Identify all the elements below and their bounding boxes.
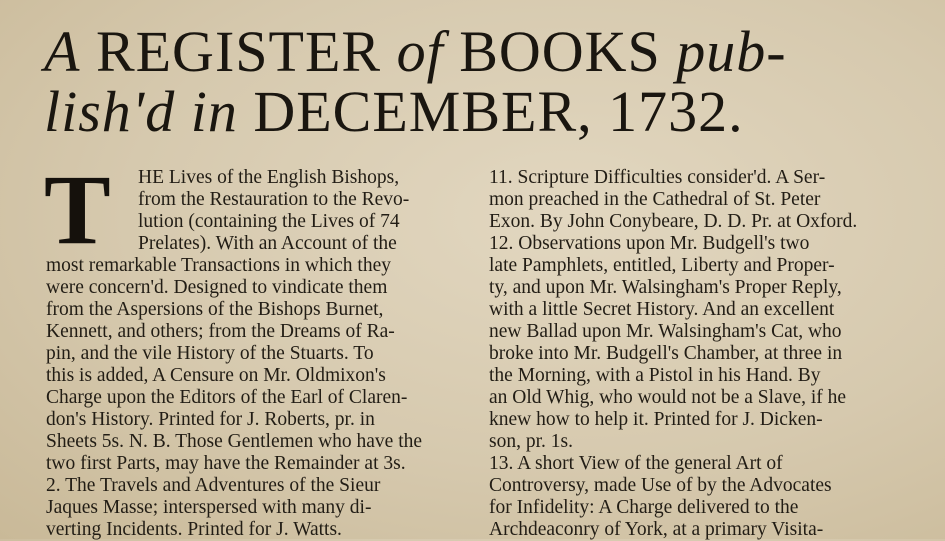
title-word-books: BOOKS	[459, 19, 661, 84]
text-line: lution (containing the Lives of 74	[138, 211, 400, 232]
text-line: late Pamphlets, entitled, Liberty and Proper-	[489, 255, 835, 276]
column-gutter	[476, 160, 477, 539]
text-line: the Morning, with a Pistol in his Hand. By	[489, 365, 821, 386]
text-line: most remarkable Transactions in which they	[46, 255, 391, 276]
title-word-a: A	[44, 19, 81, 84]
text-line: were concern'd. Designed to vindicate them	[46, 277, 388, 298]
right-column	[489, 167, 899, 541]
text-line: Kennett, and others; from the Dreams of Ra-	[46, 321, 395, 342]
title-word-pub: pub-	[676, 19, 787, 84]
text-line: 12. Observations upon Mr. Budgell's two	[489, 233, 810, 254]
text-line: for Infidelity: A Charge delivered to the	[489, 497, 799, 518]
text-line: this is added, A Censure on Mr. Oldmixon's	[46, 365, 386, 386]
page-title	[44, 19, 924, 144]
text-line: Sheets 5s. N. B. Those Gentlemen who have the	[46, 431, 423, 452]
text-line: two first Parts, may have the Remainder at 3s.	[46, 453, 406, 474]
text-line: 11. Scripture Difficulties consider'd. A Ser-	[489, 167, 826, 188]
text-line: Charge upon the Editors of the Earl of Claren-	[46, 387, 408, 408]
title-line-1	[44, 19, 924, 84]
text-line: don's History. Printed for J. Roberts, pr. in	[46, 409, 375, 430]
text-line: Controversy, made Use of by the Advocates	[489, 475, 832, 496]
text-line: son, pr. 1s.	[489, 431, 573, 452]
text-line: with a little Secret History. And an excellent	[489, 299, 835, 320]
title-word-lishd-in: lish'd in	[44, 79, 238, 144]
title-word-december: DECEMBER, 1732.	[253, 79, 744, 144]
text-line: new Ballad upon Mr. Walsingham's Cat, who	[489, 321, 842, 342]
text-line: from the Aspersions of the Bishops Burnet,	[46, 299, 384, 320]
title-line-2	[44, 79, 924, 144]
text-line: from the Restauration to the Revo-	[138, 189, 410, 210]
text-line: Prelates). With an Account of the	[138, 233, 397, 254]
title-word-register: REGISTER	[95, 19, 382, 84]
text-line: Exon. By John Conybeare, D. D. Pr. at Oxford.	[489, 211, 858, 232]
text-line: 13. A short View of the general Art of	[489, 453, 783, 474]
drop-cap: T	[44, 154, 111, 265]
text-line: 2. The Travels and Adventures of the Sieur	[46, 475, 381, 496]
text-line: Archdeaconry of York, at a primary Visita-	[489, 519, 824, 540]
text-line: verting Incidents. Printed for J. Watts.	[46, 519, 342, 540]
title-word-of: of	[396, 19, 444, 84]
left-column	[44, 154, 466, 541]
text-line: mon preached in the Cathedral of St. Peter	[489, 189, 821, 210]
text-line: an Old Whig, who would not be a Slave, if he	[489, 387, 847, 408]
text-line: ty, and upon Mr. Walsingham's Proper Reply,	[489, 277, 842, 298]
text-line: pin, and the vile History of the Stuarts. To	[46, 343, 374, 364]
text-line: Jaques Masse; interspersed with many di-	[46, 497, 372, 518]
text-line: broke into Mr. Budgell's Chamber, at three in	[489, 343, 843, 364]
text-line: HE Lives of the English Bishops,	[138, 167, 400, 188]
text-line: knew how to help it. Printed for J. Dicken-	[489, 409, 823, 430]
